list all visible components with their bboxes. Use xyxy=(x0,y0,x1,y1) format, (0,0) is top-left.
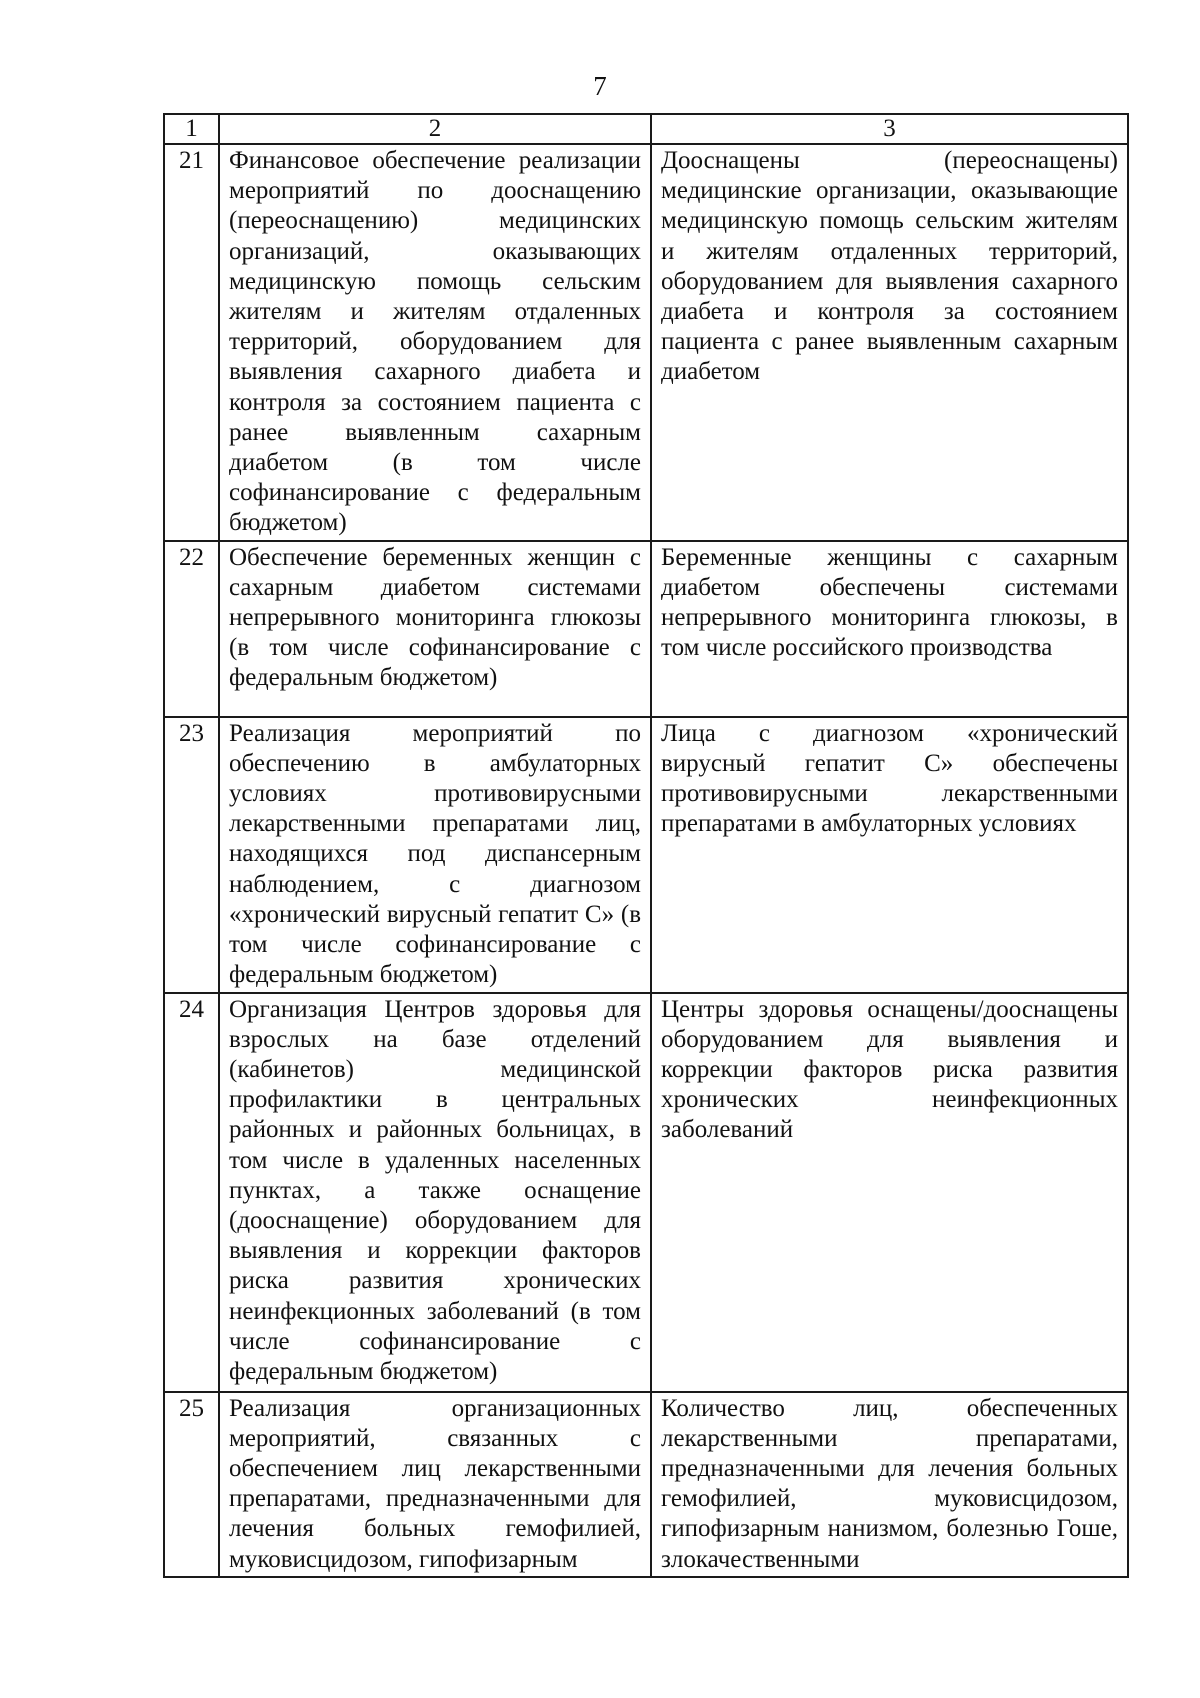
header-col-2: 2 xyxy=(219,114,651,144)
row-event: Обеспечение беременных женщин с сахарным диабетом системами непрерывного мониторинга глюкозы (в том числе софинансирование с федеральным бюджетом) xyxy=(219,541,651,717)
table-row xyxy=(164,144,1128,541)
measures-table xyxy=(163,113,1129,1578)
row-result: Беременные женщины с сахарным диабетом обеспечены системами непрерывного мониторинга глюкозы, в том числе российского производства xyxy=(651,541,1128,717)
table-row xyxy=(164,993,1128,1392)
row-event: Реализация организационных мероприятий, связанных с обеспечением лиц лекарственными препаратами, предназначенными для лечения больных гемофилией, муковисцидозом, гипофизарным xyxy=(219,1392,651,1577)
row-number: 23 xyxy=(164,717,219,993)
table-row xyxy=(164,541,1128,717)
row-result: Дооснащены (переоснащены) медицинские организации, оказывающие медицинскую помощь сельским жителям и жителям отдаленных территорий, оборудованием для выявления сахарного диабета и контроля за состоянием пациента с ранее выявленным сахарным диабетом xyxy=(651,144,1128,541)
row-event: Финансовое обеспечение реализации мероприятий по дооснащению (переоснащению) медицинских организаций, оказывающих медицинскую помощь сельским жителям и жителям отдаленных территорий, оборудованием для выявления сахарного диабета и контроля за состоянием пациента с ранее выявленным сахарным диабетом (в том числе софинансирование с федеральным бюджетом) xyxy=(219,144,651,541)
row-result: Лица с диагнозом «хронический вирусный гепатит С» обеспечены противовирусными лекарственными препаратами в амбулаторных условиях xyxy=(651,717,1128,993)
table-row xyxy=(164,1392,1128,1577)
row-number: 24 xyxy=(164,993,219,1392)
row-event: Реализация мероприятий по обеспечению в амбулаторных условиях противовирусными лекарственными препаратами лиц, находящихся под диспансерным наблюдением, с диагнозом «хронический вирусный гепатит С» (в том числе софинансирование с федеральным бюджетом) xyxy=(219,717,651,993)
row-number: 21 xyxy=(164,144,219,541)
row-number: 22 xyxy=(164,541,219,717)
row-result: Центры здоровья оснащены/дооснащены оборудованием для выявления и коррекции факторов риска развития хронических неинфекционных заболеваний xyxy=(651,993,1128,1392)
page-number: 7 xyxy=(593,71,607,101)
header-col-3: 3 xyxy=(651,114,1128,144)
header-col-1: 1 xyxy=(164,114,219,144)
row-event: Организация Центров здоровья для взрослых на базе отделений (кабинетов) медицинской профилактики в центральных районных и районных больницах, в том числе в удаленных населенных пунктах, а также оснащение (дооснащение) оборудованием для выявления и коррекции факторов риска развития хронических неинфекционных заболеваний (в том числе софинансирование с федеральным бюджетом) xyxy=(219,993,651,1392)
row-number: 25 xyxy=(164,1392,219,1577)
table-header-row xyxy=(164,114,1128,144)
row-result: Количество лиц, обеспеченных лекарственными препаратами, предназначенными для лечения больных гемофилией, муковисцидозом, гипофизарным нанизмом, болезнью Гоше, злокачественными xyxy=(651,1392,1128,1577)
table-row xyxy=(164,717,1128,993)
